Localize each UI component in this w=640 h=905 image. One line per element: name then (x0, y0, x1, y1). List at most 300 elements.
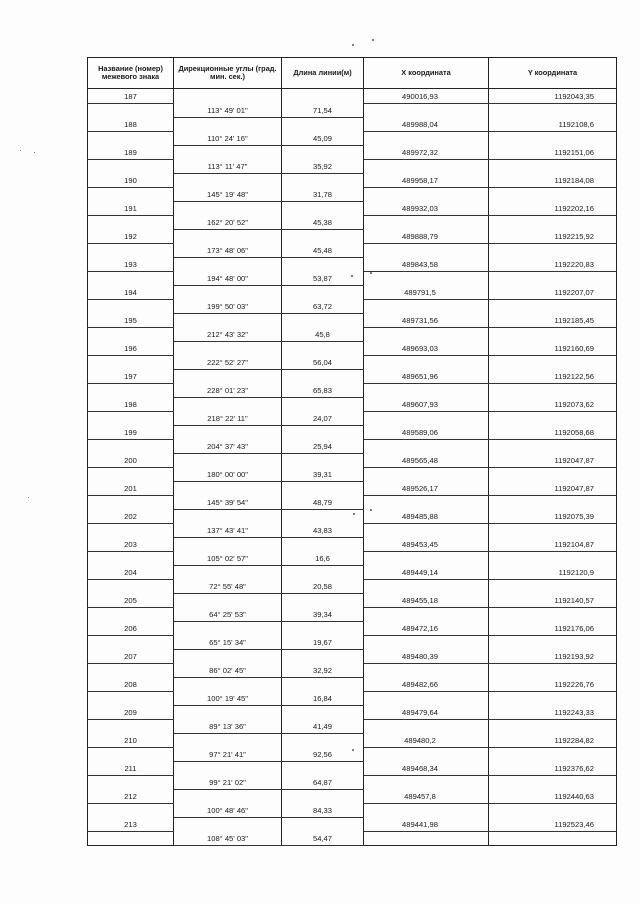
table-row (88, 383, 617, 397)
table-row (88, 243, 617, 257)
x-coordinate-cell: 489441,98 (364, 817, 489, 831)
table-row (88, 677, 617, 691)
table-row (88, 327, 617, 341)
direction-angle-cell: 86° 02' 45" (174, 663, 282, 677)
empty-cell (489, 355, 617, 369)
table-row (88, 271, 617, 285)
empty-cell (489, 243, 617, 257)
empty-cell (282, 229, 364, 243)
table-row (88, 691, 617, 705)
scan-speck (34, 152, 35, 153)
empty-cell (174, 369, 282, 383)
line-length-cell: 56,04 (282, 355, 364, 369)
direction-angle-cell: 113° 11' 47" (174, 159, 282, 173)
direction-angle-cell: 162° 20' 52" (174, 215, 282, 229)
empty-cell (174, 621, 282, 635)
empty-cell (88, 103, 174, 117)
empty-cell (364, 495, 489, 509)
direction-angle-cell: 228° 01' 23" (174, 383, 282, 397)
empty-cell (489, 467, 617, 481)
line-length-cell: 43,83 (282, 523, 364, 537)
table-row (88, 649, 617, 663)
mark-name-cell: 188 (88, 117, 174, 131)
x-coordinate-cell: 489526,17 (364, 481, 489, 495)
boundary-marks-table (87, 57, 617, 846)
empty-cell (282, 649, 364, 663)
y-coordinate-cell: 1192376,62 (489, 761, 617, 775)
empty-cell (489, 103, 617, 117)
x-coordinate-cell: 489607,93 (364, 397, 489, 411)
mark-name-cell: 209 (88, 705, 174, 719)
y-coordinate-cell: 1192202,16 (489, 201, 617, 215)
x-coordinate-cell: 489972,32 (364, 145, 489, 159)
y-coordinate-cell: 1192075,39 (489, 509, 617, 523)
y-coordinate-cell: 1192122,56 (489, 369, 617, 383)
empty-cell (364, 663, 489, 677)
x-coordinate-cell: 489472,16 (364, 621, 489, 635)
empty-cell (364, 187, 489, 201)
x-coordinate-cell: 489888,79 (364, 229, 489, 243)
empty-cell (282, 761, 364, 775)
empty-cell (364, 383, 489, 397)
table-row (88, 397, 617, 411)
table-row (88, 551, 617, 565)
line-length-cell: 32,92 (282, 663, 364, 677)
line-length-cell: 71,54 (282, 103, 364, 117)
table-row (88, 411, 617, 425)
mark-name-cell: 200 (88, 453, 174, 467)
empty-cell (88, 411, 174, 425)
y-coordinate-cell: 1192043,35 (489, 89, 617, 104)
empty-cell (174, 789, 282, 803)
x-coordinate-cell: 489932,03 (364, 201, 489, 215)
table-row (88, 663, 617, 677)
x-coordinate-cell: 489791,5 (364, 285, 489, 299)
empty-cell (489, 411, 617, 425)
empty-cell (364, 159, 489, 173)
direction-angle-cell: 100° 19' 45" (174, 691, 282, 705)
empty-cell (88, 131, 174, 145)
empty-cell (364, 775, 489, 789)
empty-cell (174, 285, 282, 299)
empty-cell (364, 691, 489, 705)
table-row (88, 229, 617, 243)
empty-cell (88, 803, 174, 817)
line-length-cell: 45,38 (282, 215, 364, 229)
empty-cell (489, 803, 617, 817)
empty-cell (88, 691, 174, 705)
table-row (88, 621, 617, 635)
empty-cell (364, 215, 489, 229)
empty-cell (174, 425, 282, 439)
table-row (88, 355, 617, 369)
mark-name-cell: 193 (88, 257, 174, 271)
empty-cell (364, 551, 489, 565)
x-coordinate-cell: 489449,14 (364, 565, 489, 579)
table-row (88, 705, 617, 719)
table-row (88, 565, 617, 579)
scan-speck (352, 44, 354, 46)
empty-cell (364, 103, 489, 117)
direction-angle-cell: 113° 49' 01" (174, 103, 282, 117)
empty-cell (364, 719, 489, 733)
empty-cell (88, 663, 174, 677)
empty-cell (282, 789, 364, 803)
empty-cell (174, 201, 282, 215)
empty-cell (88, 439, 174, 453)
empty-cell (174, 453, 282, 467)
empty-cell (364, 747, 489, 761)
y-coordinate-cell: 1192047,87 (489, 481, 617, 495)
line-length-cell: 92,56 (282, 747, 364, 761)
empty-cell (489, 775, 617, 789)
x-coordinate-cell: 489988,04 (364, 117, 489, 131)
direction-angle-cell: 194° 48' 00" (174, 271, 282, 285)
table-row (88, 439, 617, 453)
empty-cell (88, 187, 174, 201)
table-row (88, 103, 617, 117)
empty-cell (489, 131, 617, 145)
empty-cell (364, 355, 489, 369)
empty-cell (364, 467, 489, 481)
line-length-cell: 39,31 (282, 467, 364, 481)
x-coordinate-cell: 489958,17 (364, 173, 489, 187)
x-coordinate-cell: 489565,48 (364, 453, 489, 467)
empty-cell (88, 579, 174, 593)
empty-cell (282, 201, 364, 215)
y-coordinate-cell: 1192176,06 (489, 621, 617, 635)
x-coordinate-cell: 489482,66 (364, 677, 489, 691)
empty-cell (282, 453, 364, 467)
table-row (88, 299, 617, 313)
empty-cell (489, 607, 617, 621)
empty-cell (174, 313, 282, 327)
empty-cell (282, 537, 364, 551)
empty-cell (174, 341, 282, 355)
mark-name-cell: 197 (88, 369, 174, 383)
scan-speck (20, 150, 21, 151)
line-length-cell: 25,94 (282, 439, 364, 453)
mark-name-cell: 201 (88, 481, 174, 495)
y-coordinate-cell: 1192140,57 (489, 593, 617, 607)
empty-cell (489, 831, 617, 846)
empty-cell (88, 159, 174, 173)
empty-cell (282, 425, 364, 439)
table-header-row (88, 58, 617, 89)
mark-name-cell: 192 (88, 229, 174, 243)
direction-angle-cell: 204° 37' 43" (174, 439, 282, 453)
x-coordinate-cell: 489468,34 (364, 761, 489, 775)
mark-name-cell: 196 (88, 341, 174, 355)
empty-cell (282, 705, 364, 719)
line-length-cell: 19,67 (282, 635, 364, 649)
direction-angle-cell: 173° 48' 06" (174, 243, 282, 257)
direction-angle-cell: 99° 21' 02" (174, 775, 282, 789)
table-row (88, 173, 617, 187)
mark-name-cell: 194 (88, 285, 174, 299)
empty-cell (364, 299, 489, 313)
empty-cell (174, 145, 282, 159)
empty-cell (364, 439, 489, 453)
table-row (88, 495, 617, 509)
line-length-cell: 64,87 (282, 775, 364, 789)
empty-cell (174, 537, 282, 551)
empty-cell (88, 831, 174, 846)
empty-cell (88, 327, 174, 341)
empty-cell (88, 607, 174, 621)
x-coordinate-cell: 489457,8 (364, 789, 489, 803)
empty-cell (282, 817, 364, 831)
x-coordinate-cell: 489453,45 (364, 537, 489, 551)
mark-name-cell: 206 (88, 621, 174, 635)
empty-cell (174, 397, 282, 411)
line-length-cell: 20,58 (282, 579, 364, 593)
table-row (88, 145, 617, 159)
empty-cell (364, 579, 489, 593)
empty-cell (282, 173, 364, 187)
table-row (88, 187, 617, 201)
empty-cell (282, 369, 364, 383)
y-coordinate-cell: 1192120,9 (489, 565, 617, 579)
table-row (88, 719, 617, 733)
table-row (88, 313, 617, 327)
empty-cell (174, 677, 282, 691)
scan-speck (28, 497, 29, 498)
x-coordinate-cell: 489485,88 (364, 509, 489, 523)
x-coordinate-cell: 490016,93 (364, 89, 489, 104)
empty-cell (174, 817, 282, 831)
empty-cell (88, 271, 174, 285)
empty-cell (364, 327, 489, 341)
mark-name-cell: 208 (88, 677, 174, 691)
line-length-cell: 16,84 (282, 691, 364, 705)
table-row (88, 789, 617, 803)
empty-cell (88, 355, 174, 369)
line-length-cell: 65,83 (282, 383, 364, 397)
y-coordinate-cell: 1192243,33 (489, 705, 617, 719)
empty-cell (282, 341, 364, 355)
y-coordinate-cell: 1192207,07 (489, 285, 617, 299)
empty-cell (489, 159, 617, 173)
empty-cell (489, 327, 617, 341)
empty-cell (88, 495, 174, 509)
direction-angle-cell: 222° 52' 27" (174, 355, 282, 369)
table-row (88, 803, 617, 817)
direction-angle-cell: 199° 50' 03" (174, 299, 282, 313)
y-coordinate-cell: 1192108,6 (489, 117, 617, 131)
empty-cell (174, 173, 282, 187)
empty-cell (88, 215, 174, 229)
line-length-cell: 48,79 (282, 495, 364, 509)
table-row (88, 257, 617, 271)
empty-cell (489, 551, 617, 565)
empty-cell (282, 89, 364, 104)
scan-speck (372, 39, 374, 41)
table-row (88, 817, 617, 831)
empty-cell (174, 509, 282, 523)
y-coordinate-cell: 1192185,45 (489, 313, 617, 327)
direction-angle-cell: 180° 00' 00" (174, 467, 282, 481)
table-row (88, 593, 617, 607)
line-length-cell: 35,92 (282, 159, 364, 173)
empty-cell (88, 523, 174, 537)
mark-name-cell: 191 (88, 201, 174, 215)
mark-name-cell: 189 (88, 145, 174, 159)
empty-cell (489, 495, 617, 509)
table-row (88, 775, 617, 789)
table-row (88, 131, 617, 145)
mark-name-cell: 204 (88, 565, 174, 579)
direction-angle-cell: 97° 21' 41" (174, 747, 282, 761)
empty-cell (282, 313, 364, 327)
empty-cell (282, 733, 364, 747)
empty-cell (489, 523, 617, 537)
empty-cell (364, 607, 489, 621)
table-row (88, 89, 617, 104)
empty-cell (174, 649, 282, 663)
direction-angle-cell: 64° 25' 53" (174, 607, 282, 621)
x-coordinate-cell: 489455,18 (364, 593, 489, 607)
line-length-cell: 31,78 (282, 187, 364, 201)
empty-cell (174, 117, 282, 131)
table-row (88, 607, 617, 621)
x-coordinate-cell: 489589,06 (364, 425, 489, 439)
col-header-y-coordinate: Y координата (489, 58, 617, 89)
table-row (88, 453, 617, 467)
y-coordinate-cell: 1192151,06 (489, 145, 617, 159)
empty-cell (282, 677, 364, 691)
empty-cell (174, 257, 282, 271)
empty-cell (282, 117, 364, 131)
y-coordinate-cell: 1192226,76 (489, 677, 617, 691)
direction-angle-cell: 218° 22' 11" (174, 411, 282, 425)
direction-angle-cell: 145° 19' 48" (174, 187, 282, 201)
direction-angle-cell: 108° 45' 03" (174, 831, 282, 846)
empty-cell (88, 243, 174, 257)
empty-cell (174, 705, 282, 719)
line-length-cell: 41,49 (282, 719, 364, 733)
direction-angle-cell: 89° 13' 36" (174, 719, 282, 733)
x-coordinate-cell: 489731,56 (364, 313, 489, 327)
col-header-x-coordinate: X координата (364, 58, 489, 89)
line-length-cell: 54,47 (282, 831, 364, 846)
empty-cell (489, 747, 617, 761)
table-row (88, 579, 617, 593)
empty-cell (364, 635, 489, 649)
mark-name-cell: 213 (88, 817, 174, 831)
table-row (88, 369, 617, 383)
y-coordinate-cell: 1192058,68 (489, 425, 617, 439)
table-row (88, 117, 617, 131)
empty-cell (282, 509, 364, 523)
line-length-cell: 84,33 (282, 803, 364, 817)
empty-cell (282, 145, 364, 159)
empty-cell (174, 733, 282, 747)
empty-cell (489, 439, 617, 453)
x-coordinate-cell: 489843,58 (364, 257, 489, 271)
empty-cell (88, 719, 174, 733)
empty-cell (88, 467, 174, 481)
y-coordinate-cell: 1192215,92 (489, 229, 617, 243)
table-row (88, 425, 617, 439)
mark-name-cell: 210 (88, 733, 174, 747)
direction-angle-cell: 110° 24' 16" (174, 131, 282, 145)
x-coordinate-cell: 489479,64 (364, 705, 489, 719)
mark-name-cell: 199 (88, 425, 174, 439)
direction-angle-cell: 65° 15' 34" (174, 635, 282, 649)
line-length-cell: 45,09 (282, 131, 364, 145)
y-coordinate-cell: 1192440,63 (489, 789, 617, 803)
x-coordinate-cell: 489480,39 (364, 649, 489, 663)
empty-cell (88, 551, 174, 565)
table-row (88, 635, 617, 649)
line-length-cell: 53,87 (282, 271, 364, 285)
line-length-cell: 45,8 (282, 327, 364, 341)
x-coordinate-cell: 489693,03 (364, 341, 489, 355)
mark-name-cell: 202 (88, 509, 174, 523)
empty-cell (88, 775, 174, 789)
table-row (88, 481, 617, 495)
empty-cell (364, 803, 489, 817)
line-length-cell: 63,72 (282, 299, 364, 313)
empty-cell (489, 635, 617, 649)
empty-cell (489, 299, 617, 313)
x-coordinate-cell: 489651,96 (364, 369, 489, 383)
empty-cell (88, 747, 174, 761)
col-header-direction-angle: Дирекционные углы (град. мин. сек.) (174, 58, 282, 89)
empty-cell (489, 579, 617, 593)
line-length-cell: 39,34 (282, 607, 364, 621)
y-coordinate-cell: 1192047,87 (489, 453, 617, 467)
empty-cell (88, 635, 174, 649)
empty-cell (174, 229, 282, 243)
line-length-cell: 16,6 (282, 551, 364, 565)
mark-name-cell: 187 (88, 89, 174, 104)
table-row (88, 285, 617, 299)
mark-name-cell: 190 (88, 173, 174, 187)
table-row (88, 341, 617, 355)
mark-name-cell: 211 (88, 761, 174, 775)
empty-cell (282, 481, 364, 495)
mark-name-cell: 198 (88, 397, 174, 411)
table-body (88, 89, 617, 846)
direction-angle-cell: 100° 48' 46" (174, 803, 282, 817)
direction-angle-cell: 145° 39' 54" (174, 495, 282, 509)
empty-cell (282, 285, 364, 299)
direction-angle-cell: 105° 02' 57" (174, 551, 282, 565)
empty-cell (364, 271, 489, 285)
y-coordinate-cell: 1192523,46 (489, 817, 617, 831)
direction-angle-cell: 72° 55' 48" (174, 579, 282, 593)
empty-cell (364, 131, 489, 145)
mark-name-cell: 207 (88, 649, 174, 663)
y-coordinate-cell: 1192220,83 (489, 257, 617, 271)
empty-cell (489, 691, 617, 705)
empty-cell (364, 831, 489, 846)
y-coordinate-cell: 1192073,62 (489, 397, 617, 411)
table-row (88, 467, 617, 481)
empty-cell (88, 299, 174, 313)
mark-name-cell: 212 (88, 789, 174, 803)
empty-cell (282, 593, 364, 607)
table-row (88, 523, 617, 537)
col-header-line-length: Длина линии(м) (282, 58, 364, 89)
table-row (88, 537, 617, 551)
direction-angle-cell: 212° 43' 32" (174, 327, 282, 341)
y-coordinate-cell: 1192160,69 (489, 341, 617, 355)
empty-cell (88, 383, 174, 397)
y-coordinate-cell: 1192184,08 (489, 173, 617, 187)
